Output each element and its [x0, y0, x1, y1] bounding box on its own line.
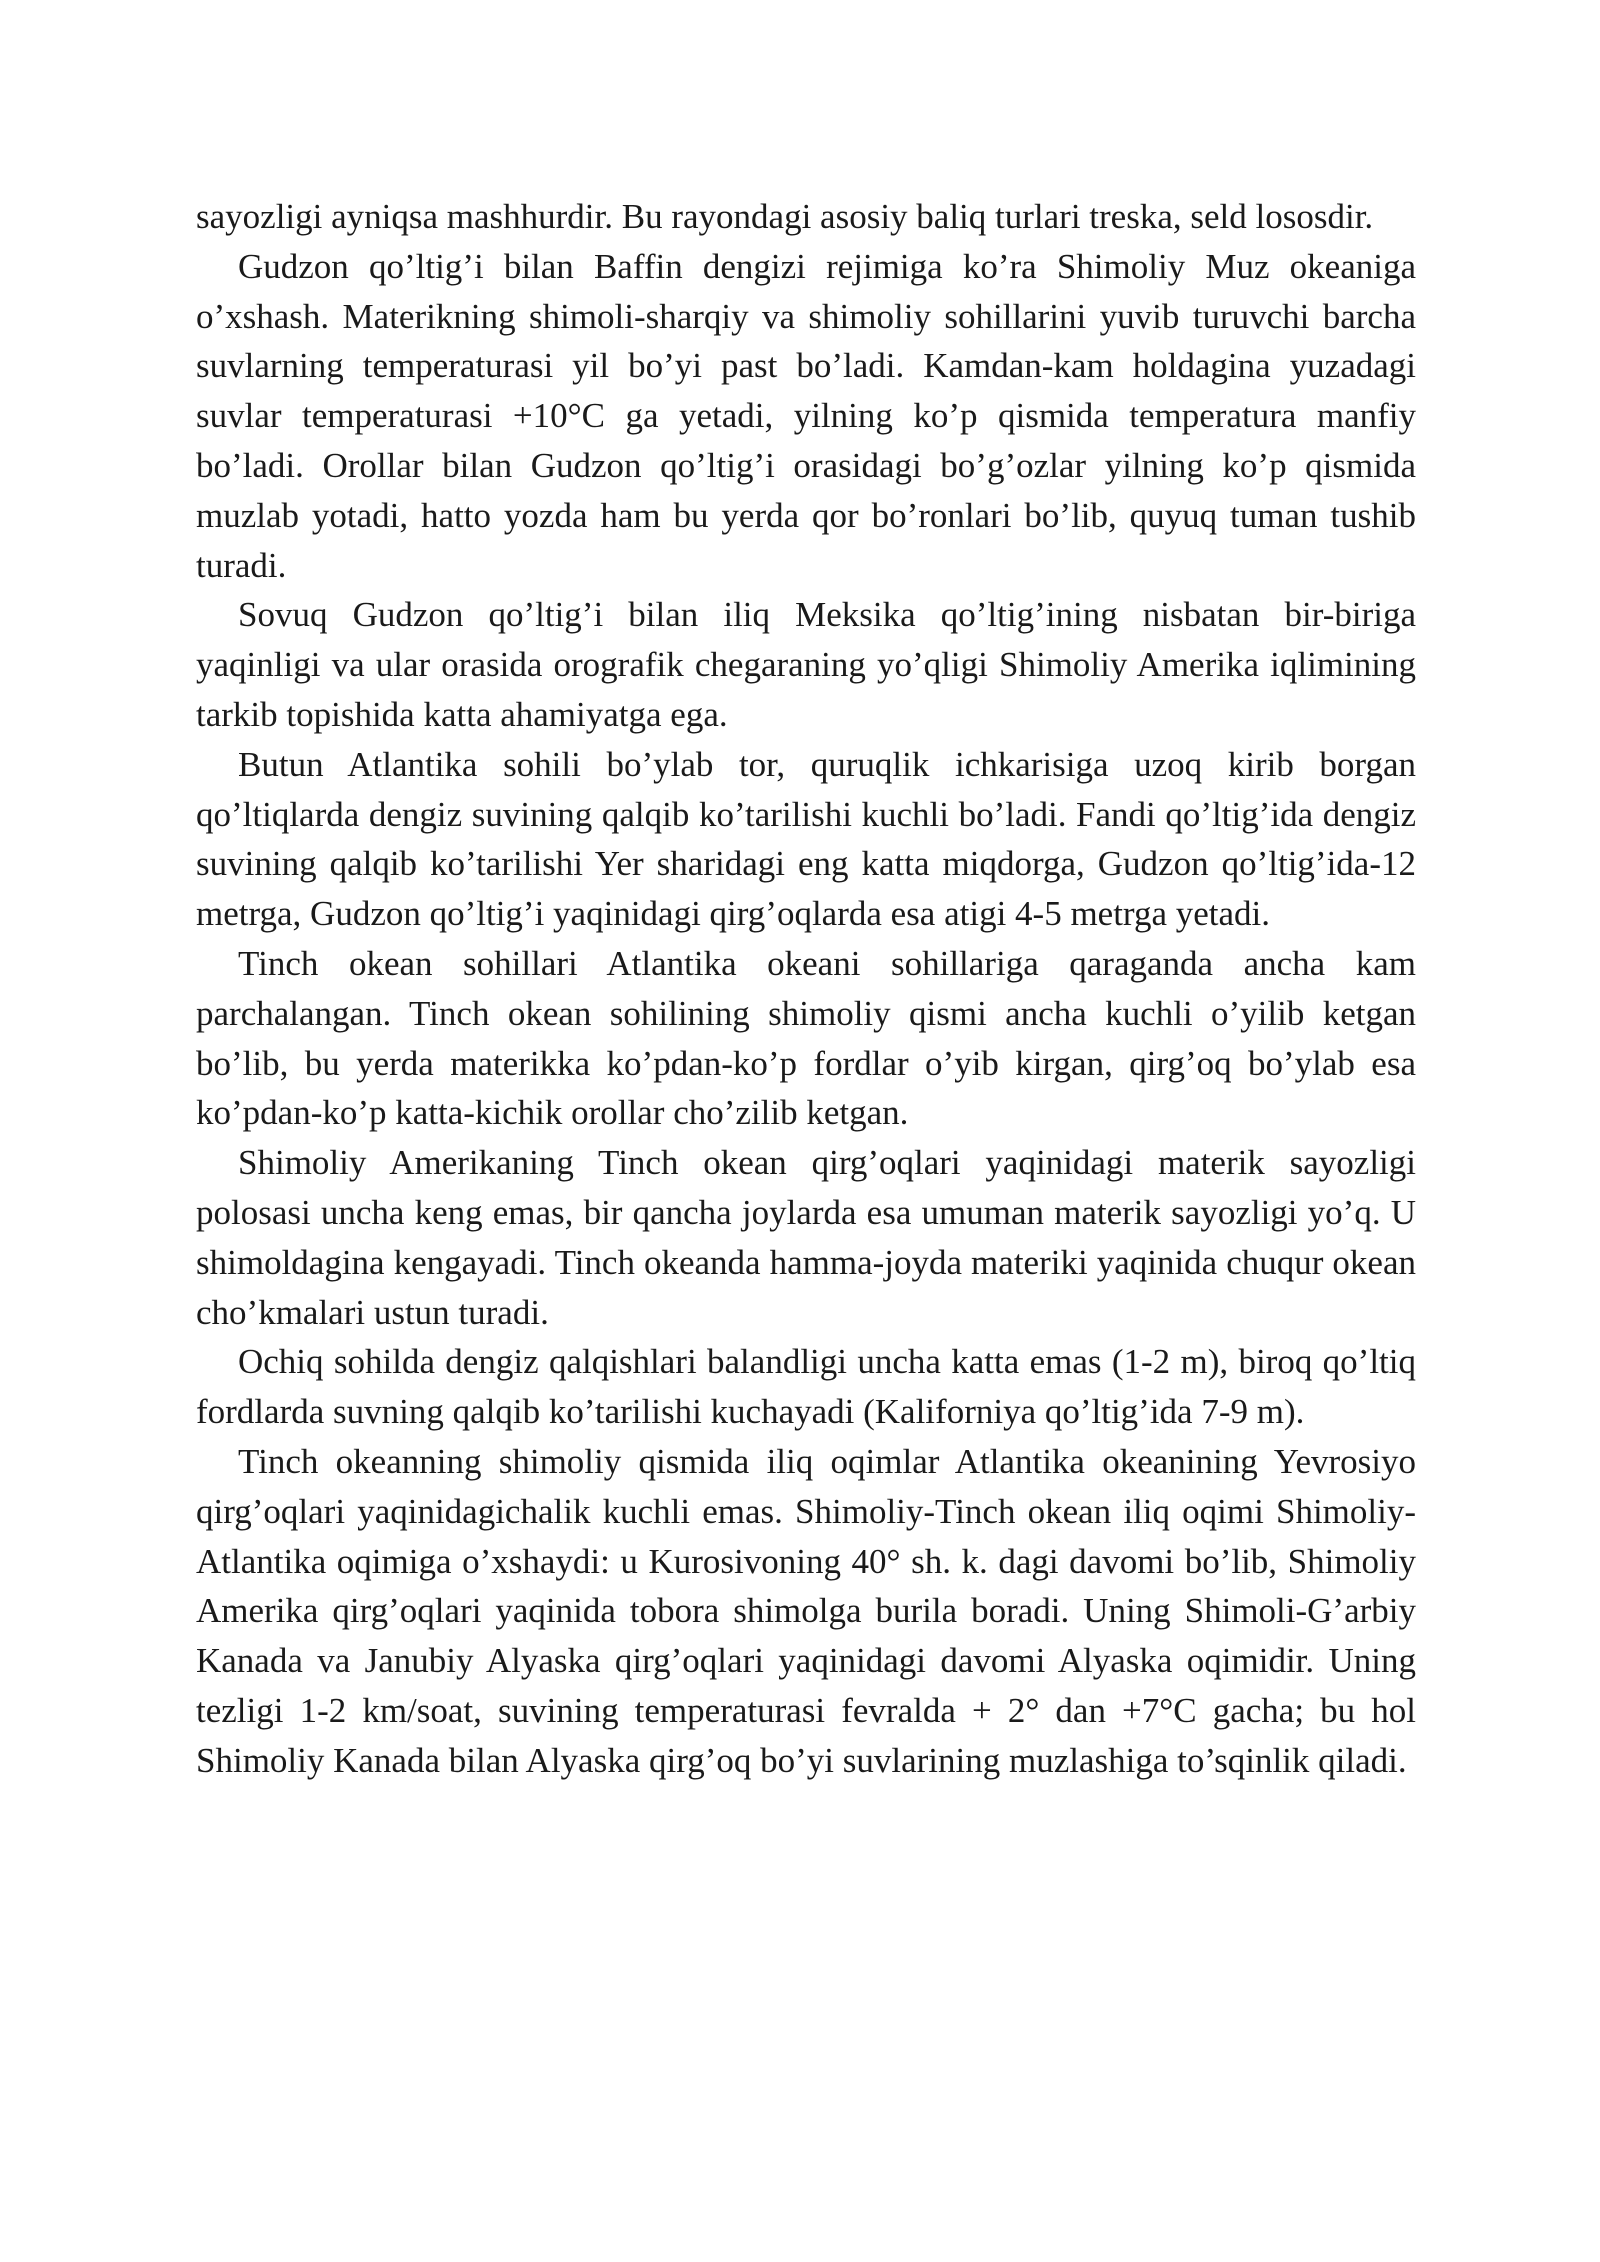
paragraph-2: Gudzon qo’ltig’i bilan Baffin dengizi rejimiga ko’ra Shimoliy Muz okeaniga o’xshash. Materikning shimoli-sharqiy va shimoliy sohillarini yuvib turuvchi barcha suvlarning temperaturasi yil bo’yi past bo’ladi. Kamdan-kam holdagina yuzadagi suvlar temperaturasi +10°C ga yetadi, yilning ko’p qismida temperatura manfiy bo’ladi. Orollar bilan Gudzon qo’ltig’i orasidagi bo’g’ozlar yilning ko’p qismida muzlab yotadi, hatto yozda ham bu yerda qor bo’ronlari bo’lib, quyuq tuman tushib turadi.	[196, 246, 1416, 585]
paragraph-8: Tinch okeanning shimoliy qismida iliq oqimlar Atlantika okeanining Yevrosiyo qirg’oqlari yaqinidagichalik kuchli emas. Shimoliy-Tinch okean iliq oqimi Shimoliy-Atlantika oqimiga o’xshaydi: u Kurosivoning 40° sh. k. dagi davomi bo’lib, Shimoliy Amerika qirg’oqlari yaqinida tobora shimolga burila boradi. Uning Shimoli-G’arbiy Kanada va Janubiy Alyaska qirg’oqlari yaqinidagi davomi Alyaska oqimidir. Uning tezligi 1-2 km/soat, suvining temperaturasi fevralda + 2° dan +7°C gacha; bu hol Shimoliy Kanada bilan Alyaska qirg’oq bo’yi suvlarining muzlashiga to’sqinlik qiladi.	[196, 1441, 1416, 1780]
paragraph-4: Butun Atlantika sohili bo’ylab tor, quruqlik ichkarisiga uzoq kirib borgan qo’ltiqlarda dengiz suvining qalqib ko’tarilishi kuchli bo’ladi. Fandi qo’ltig’ida dengiz suvining qalqib ko’tarilishi Yer sharidagi eng katta miqdorga, Gudzon qo’ltig’ida-12 metrga, Gudzon qo’ltig’i yaqinidagi qirg’oqlarda esa atigi 4-5 metrga yetadi.	[196, 744, 1416, 934]
paragraph-6: Shimoliy Amerikaning Tinch okean qirg’oqlari yaqinidagi materik sayozligi polosasi uncha keng emas, bir qancha joylarda esa umuman materik sayozligi yo’q. U shimoldagina kengayadi. Tinch okeanda hamma-joyda materiki yaqinida chuqur okean cho’kmalari ustun turadi.	[196, 1143, 1416, 1332]
paragraph-7: Ochiq sohilda dengiz qalqishlari balandligi uncha katta emas (1-2 m), biroq qo’ltiq fordlarda suvning qalqib ko’tarilishi kuchayadi (Kaliforniya qo’ltig’ida 7-9 m).	[196, 1342, 1416, 1432]
paragraph-3: Sovuq Gudzon qo’ltig’i bilan iliq Meksika qo’ltig’ining nisbatan bir-biriga yaqinligi va ular orasida orografik chegaraning yo’qligi Shimoliy Amerika iqlimining tarkib topishida katta ahamiyatga ega.	[196, 595, 1416, 734]
paragraph-5: Tinch okean sohillari Atlantika okeani sohillariga qaraganda ancha kam parchalangan. Tinch okean sohilining shimoliy qismi ancha kuchli o’yilib ketgan bo’lib, bu yerda materikka ko’pdan-ko’p fordlar o’yib kirgan, qirg’oq bo’ylab esa ko’pdan-ko’p katta-kichik orollar cho’zilib ketgan.	[196, 943, 1416, 1133]
document-page	[196, 192, 1416, 1786]
paragraph-1: sayozligi ayniqsa mashhurdir. Bu rayondagi asosiy baliq turlari treska, seld lososdir.	[196, 197, 1374, 236]
